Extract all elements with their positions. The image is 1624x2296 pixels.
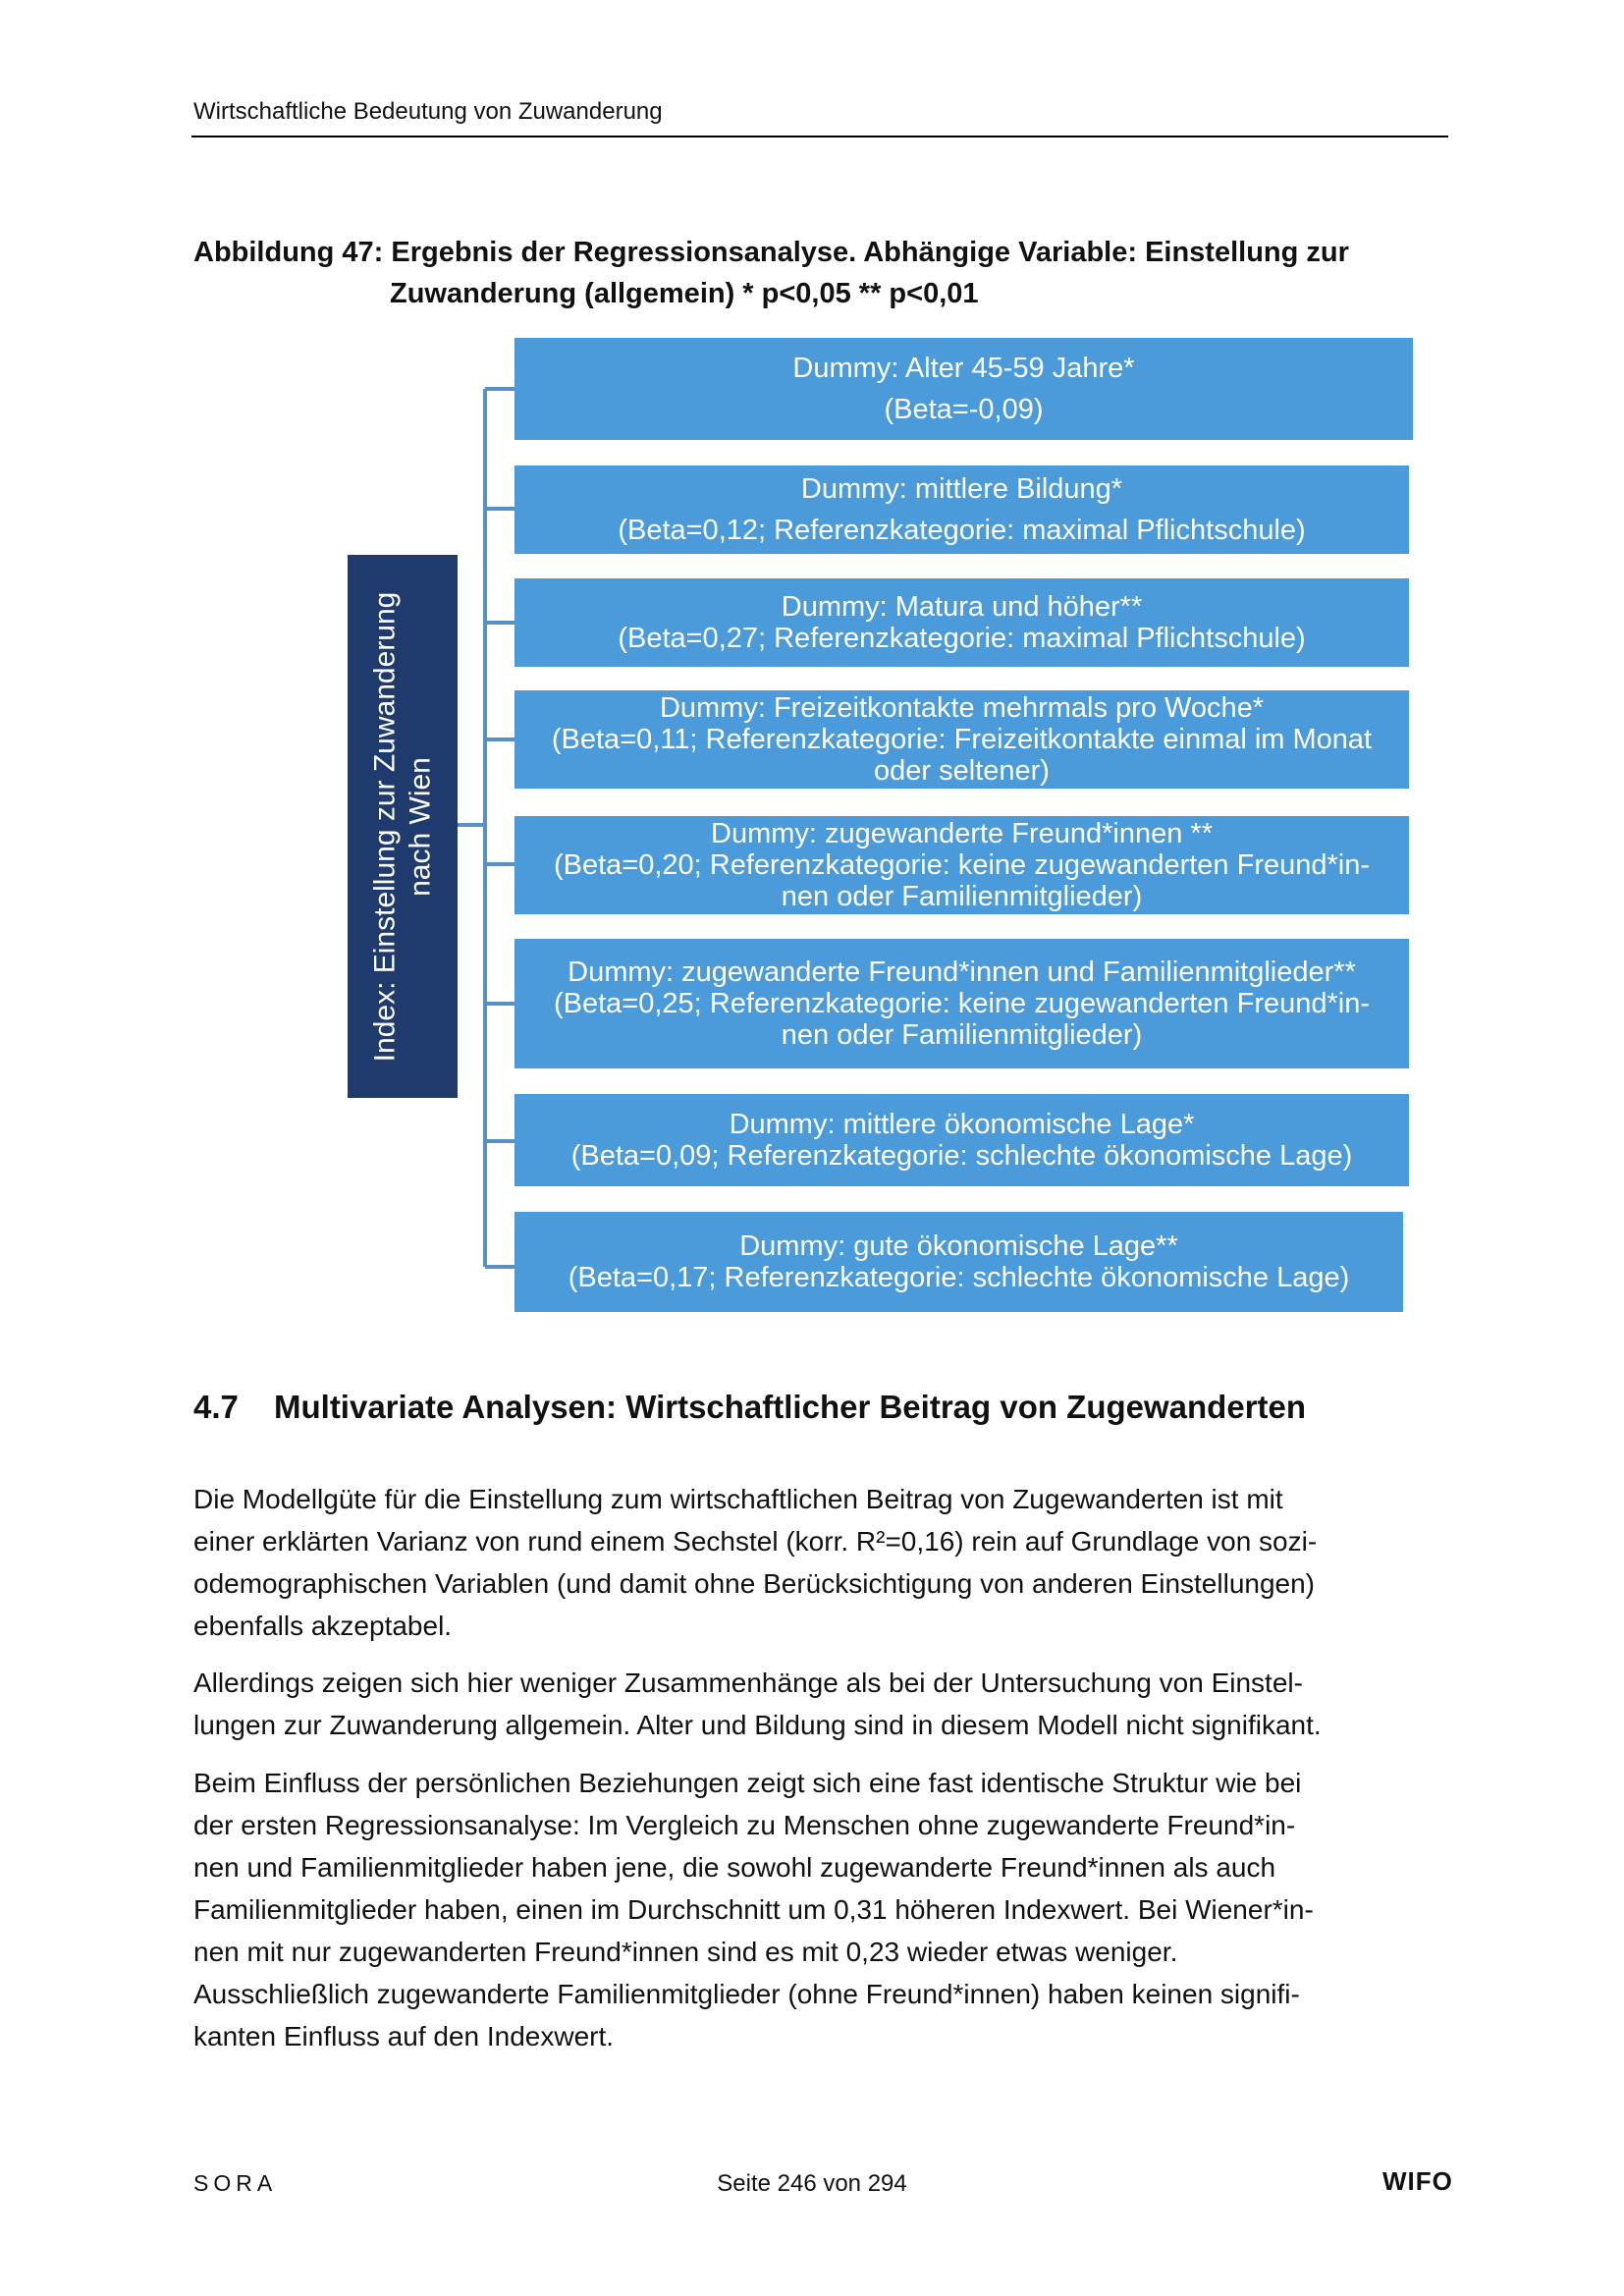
index-label-line-1: Index: Einstellung zur Zuwanderung [368,591,401,1062]
predictor-title: Dummy: gute ökonomische Lage** [739,1230,1178,1262]
predictor-title: Dummy: Freizeitkontakte mehrmals pro Woche* [659,692,1265,724]
predictor-box [514,1212,1403,1312]
predictor-detail: (Beta=0,11; Referenzkategorie: Freizeitkontakte einmal im Monat [551,724,1373,755]
predictor-detail-cont: nen oder Familienmitglieder) [781,881,1143,912]
footer-brand-logo: WIFO [1382,2166,1453,2196]
text-line: Familienmitglieder haben, einen im Durchschnitt um 0,31 höheren Indexwert. Bei Wiener*in- [193,1894,1314,1925]
section-heading [193,1389,1306,1426]
caption-line-2: Zuwanderung (allgemein) * p<0,05 ** p<0,01 [390,278,979,309]
predictor-title: Dummy: Matura und höher** [781,591,1143,623]
text-line: ebenfalls akzeptabel. [193,1611,453,1641]
predictor-title: Dummy: mittlere ökonomische Lage* [729,1109,1195,1140]
predictor-detail-cont: oder seltener) [874,755,1050,787]
predictor-detail: (Beta=-0,09) [884,394,1044,425]
predictor-detail: (Beta=0,20; Referenzkategorie: keine zugewanderten Freund*in- [553,849,1371,881]
predictor-detail: (Beta=0,12; Referenzkategorie: maximal Pflichtschule) [618,515,1306,546]
predictor-detail-cont: nen oder Familienmitglieder) [781,1019,1143,1051]
header-title: Wirtschaftliche Bedeutung von Zuwanderung [193,98,663,125]
text-line: nen mit nur zugewanderten Freund*innen sind es mit 0,23 wieder etwas weniger. [193,1937,1178,1967]
predictor-title: Dummy: Alter 45-59 Jahre* [792,353,1135,384]
predictor-detail: (Beta=0,27; Referenzkategorie: maximal Pflichtschule) [618,623,1306,654]
text-line: Allerdings zeigen sich hier weniger Zusammenhänge als bei der Untersuchung von Einstel- [193,1667,1303,1698]
predictor-detail: (Beta=0,25; Referenzkategorie: keine zugewanderten Freund*in- [553,988,1371,1019]
predictor-box [514,578,1409,667]
text-line: lungen zur Zuwanderung allgemein. Alter und Bildung sind in diesem Modell nicht signifikant. [193,1710,1322,1740]
footer-org-logo: SORA [193,2170,278,2196]
text-line: Beim Einfluss der persönlichen Beziehungen zeigt sich eine fast identische Struktur wie bei [193,1768,1302,1798]
text-line: nen und Familienmitglieder haben jene, die sowohl zugewanderte Freund*innen als auch [193,1852,1276,1883]
paragraph [193,1762,1445,2057]
text-line: Die Modellgüte für die Einstellung zum wirtschaftlichen Beitrag von Zugewanderten ist mit [193,1484,1283,1514]
text-line: der ersten Regressionsanalyse: Im Vergleich zu Menschen ohne zugewanderte Freund*in- [193,1810,1296,1840]
caption-line-1: Abbildung 47: Ergebnis der Regressionsanalyse. Abhängige Variable: Einstellung zur [193,237,1349,268]
predictor-box [514,465,1409,554]
predictor-box [514,338,1413,440]
section-title: Multivariate Analysen: Wirtschaftlicher Beitrag von Zugewanderten [274,1389,1307,1425]
text-line: kanten Einfluss auf den Indexwert. [193,2021,615,2051]
predictor-title: Dummy: mittlere Bildung* [800,473,1123,505]
index-label-line-2: nach Wien [404,756,436,897]
predictor-box [514,690,1409,789]
text-line: Ausschließlich zugewanderte Familienmitglieder (ohne Freund*innen) haben keinen signifi- [193,1979,1300,2009]
paragraph [193,1478,1445,1647]
predictor-box [514,816,1409,914]
text-line: einer erklärten Varianz von rund einem Sechstel (korr. R²=0,16) rein auf Grundlage von sozi- [193,1526,1318,1557]
predictor-title: Dummy: zugewanderte Freund*innen und Familienmitglieder** [568,957,1356,988]
predictor-detail: (Beta=0,09; Referenzkategorie: schlechte ökonomische Lage) [570,1140,1353,1172]
predictor-box [514,939,1409,1068]
predictor-box [514,1094,1409,1186]
paragraph [193,1662,1445,1746]
predictor-detail: (Beta=0,17; Referenzkategorie: schlechte ökonomische Lage) [568,1262,1350,1293]
section-number: 4.7 [193,1389,239,1425]
text-line: odemographischen Variablen (und damit ohne Berücksichtigung von anderen Einstellungen) [193,1568,1315,1599]
page-number: Seite 246 von 294 [717,2170,907,2197]
predictor-title: Dummy: zugewanderte Freund*innen ** [711,818,1213,849]
